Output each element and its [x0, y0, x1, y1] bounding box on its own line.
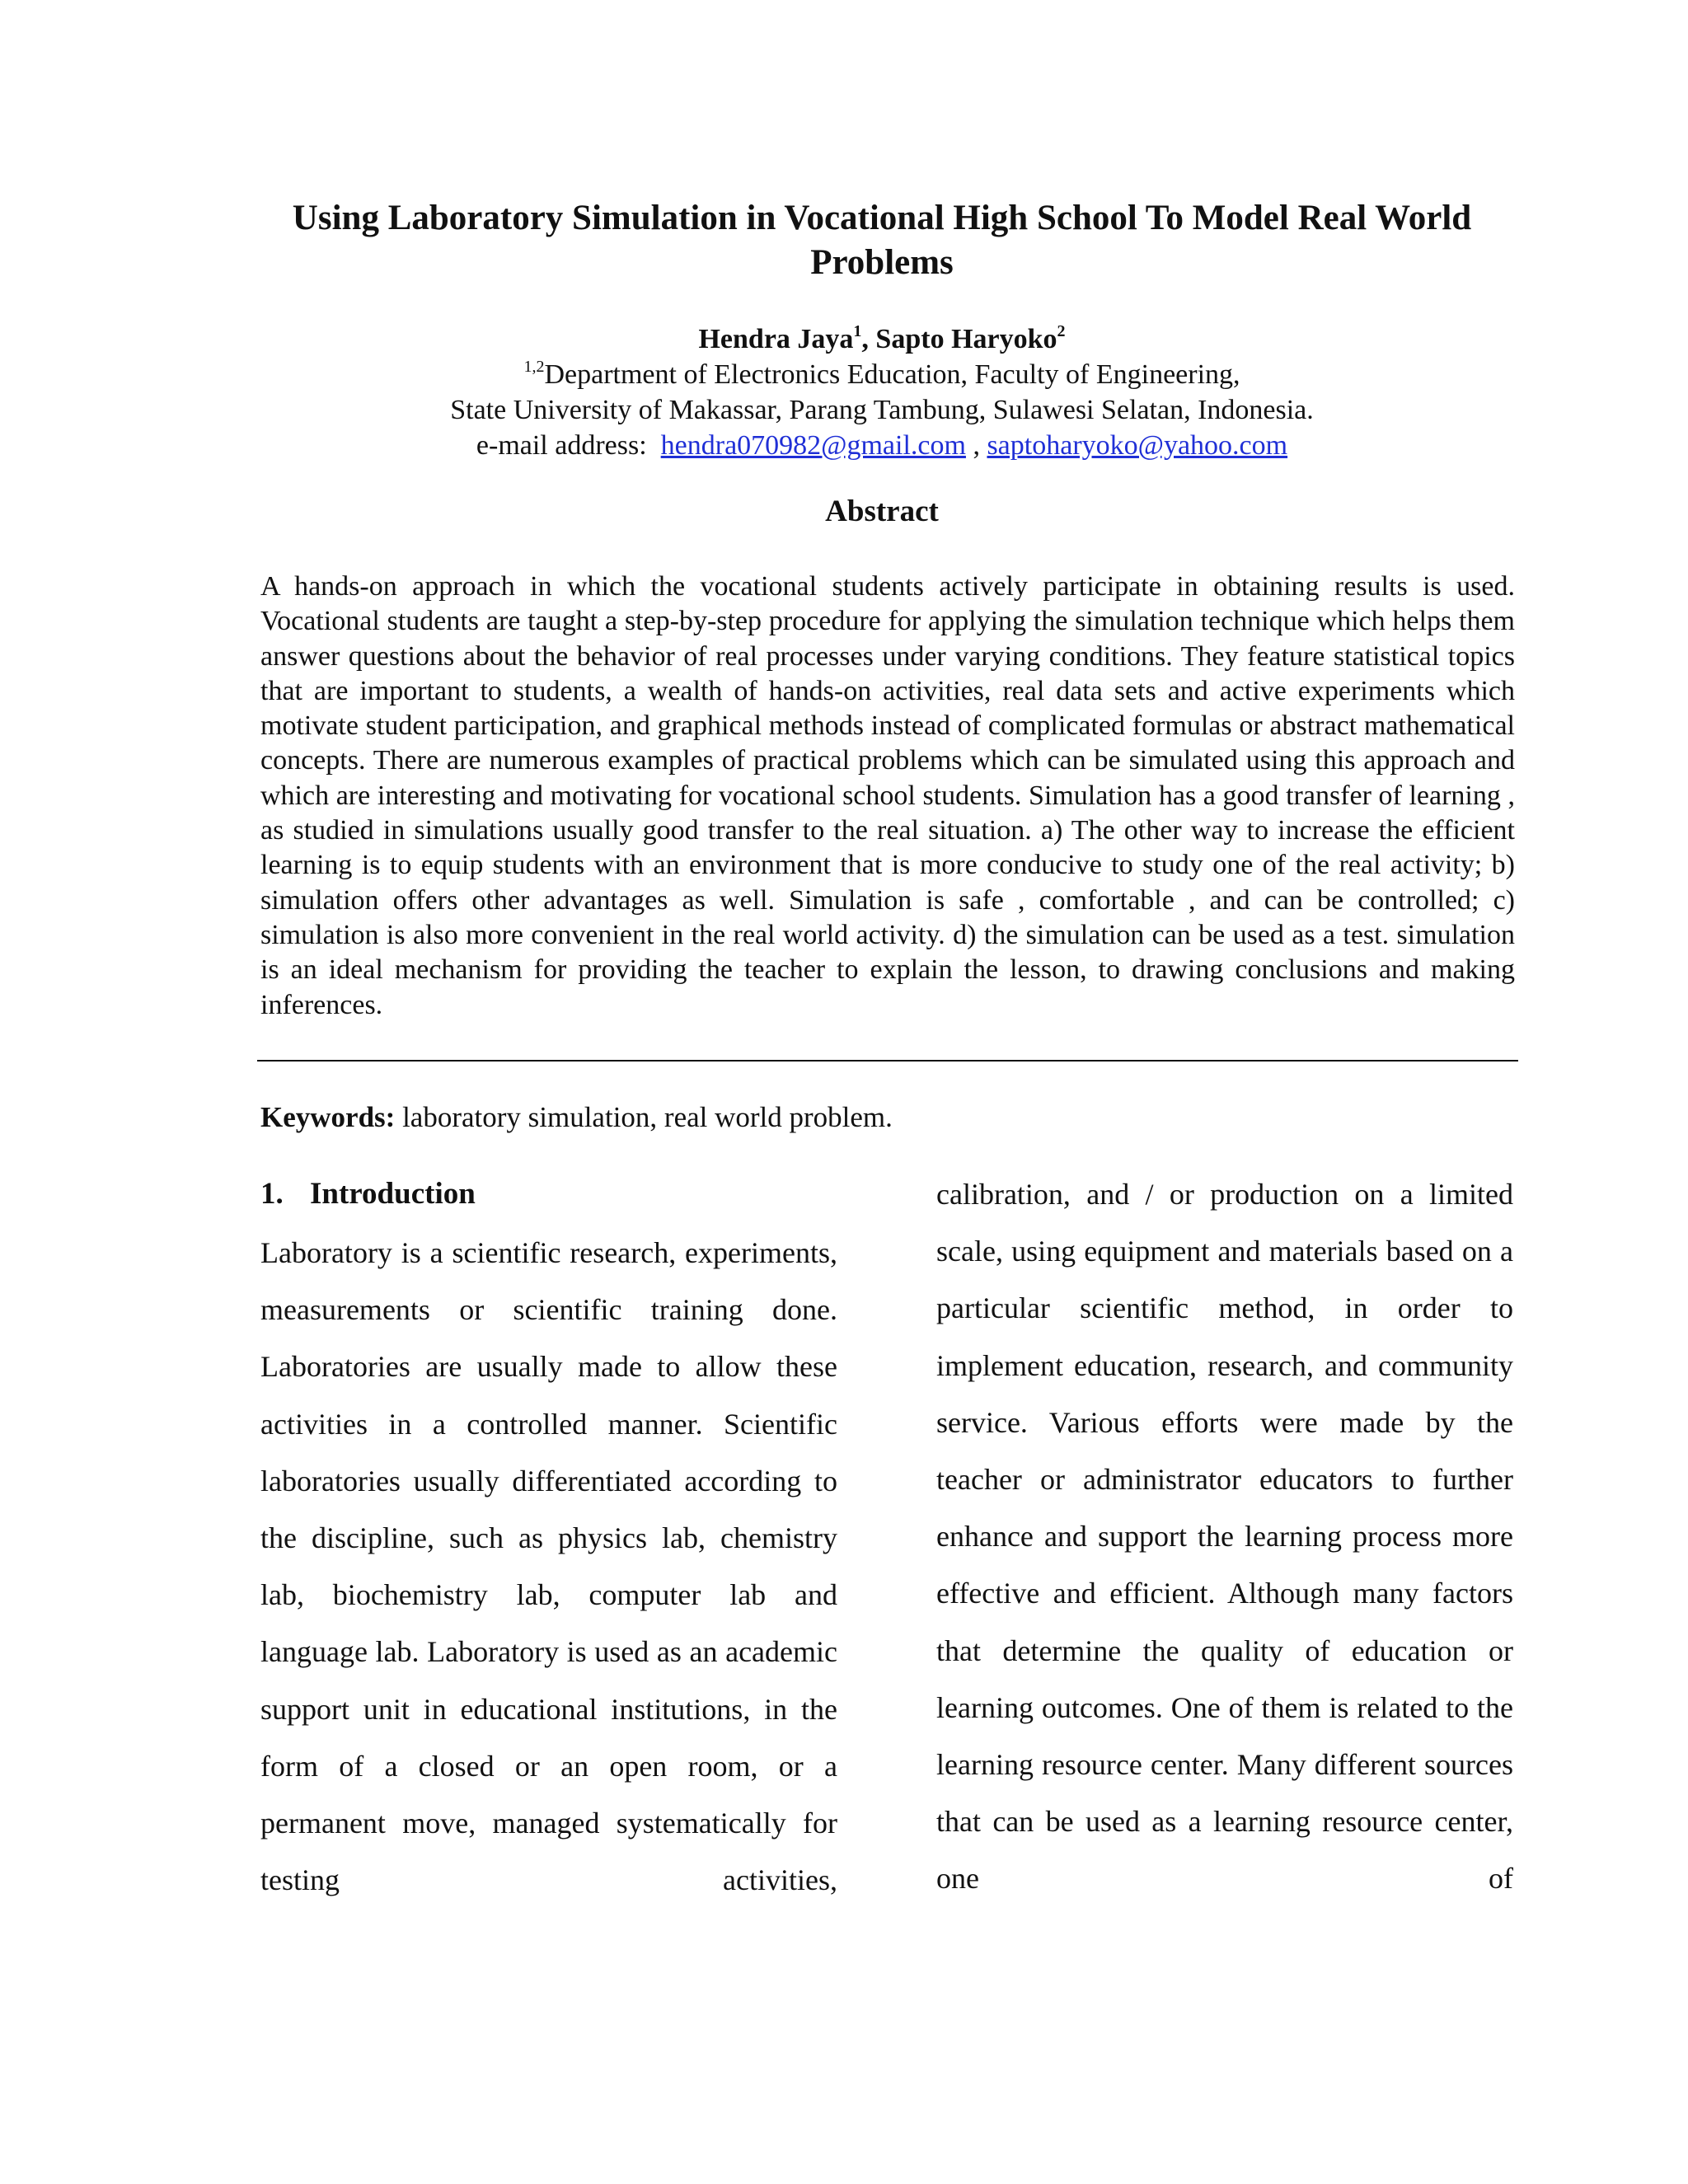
affiliation-department: Department of Electronics Education, Faculty of Engineering, [544, 359, 1240, 390]
email-line [247, 428, 1517, 463]
section-number: 1. [260, 1177, 284, 1211]
right-column [936, 1166, 1513, 1908]
keywords-text: laboratory simulation, real world problem. [395, 1101, 893, 1133]
keywords-line [260, 1099, 1515, 1136]
email-link-author-2[interactable]: saptoharyoko@yahoo.com [987, 430, 1288, 461]
author-separator: , [861, 324, 876, 354]
abstract-text: A hands-on approach in which the vocational students actively participate in obtaining results is used. Vocational students are taught a step-by-step procedure for applying the simulation technique which helps them answer questions about the behavior of real processes under varying conditions. They feature statistical topics that are important to students, a wealth of hands-on activities, real data sets and active experiments which motivate student participation, and graphical methods instead of complicated formulas or abstract mathematical concepts. There are numerous examples of practical problems which can be simulated using this approach and which are interesting and motivating for vocational school students. Simulation has a good transfer of learning , as studied in simulations usually good transfer to the real situation. a) The other way to increase the efficient learning is to equip students with an environment that is more conducive to study one of the real activity; b) simulation offers other advantages as well. Simulation is safe , comfortable , and can be controlled; c) simulation is also more convenient in the real world activity. d) the simulation can be used as a test. simulation is an ideal mechanism for providing the teacher to explain the lesson, to drawing conclusions and making inferences. [260, 571, 1515, 1020]
author-1-superscript: 1 [853, 321, 862, 340]
abstract-divider [257, 1060, 1518, 1062]
email-separator: , [965, 430, 987, 461]
section-heading-introduction [260, 1174, 837, 1214]
author-block [247, 321, 1517, 463]
affiliation-line-2: State University of Makassar, Parang Tambung, Sulawesi Selatan, Indonesia. [450, 395, 1314, 425]
left-column [260, 1174, 837, 1909]
email-link-author-1[interactable]: hendra070982@gmail.com [660, 430, 966, 461]
introduction-paragraph-left: Laboratory is a scientific research, experiments, measurements or scientific training done. Laboratories are usually made to allow these activities in a controlled manner. Scientific laboratories usually differentiated according to the discipline, such as physics lab, chemistry lab, biochemistry lab, computer lab and language lab. Laboratory is used as an academic support unit in educational institutions, in the form of a closed or an open room, or a permanent move, managed systematically for testing activities, [260, 1236, 837, 1897]
author-1-name: Hendra Jaya [698, 324, 854, 354]
author-2-name: Sapto Haryoko [875, 324, 1057, 354]
paper-title: Using Laboratory Simulation in Vocational High School To Model Real World Problems [292, 199, 1472, 282]
abstract-heading: Abstract [825, 494, 939, 528]
affiliation-line-1 [247, 357, 1517, 392]
author-2-superscript: 2 [1057, 321, 1066, 340]
author-names [247, 321, 1517, 357]
section-title: Introduction [310, 1177, 476, 1211]
email-label: e-mail address: [476, 430, 661, 461]
affiliation-superscript: 1,2 [523, 357, 545, 376]
introduction-paragraph-right: calibration, and / or production on a limited scale, using equipment and materials based on a particular scientific method, in order to implement education, research, and community service. Various efforts were made by the teacher or administrator educators to further enhance and support the learning process more effective and efficient. Although many factors that determine the quality of education or learning outcomes. One of them is related to the learning resource center. Many different sources that can be used as a learning resource center, one of [936, 1178, 1513, 1896]
keywords-label: Keywords: [260, 1101, 396, 1133]
